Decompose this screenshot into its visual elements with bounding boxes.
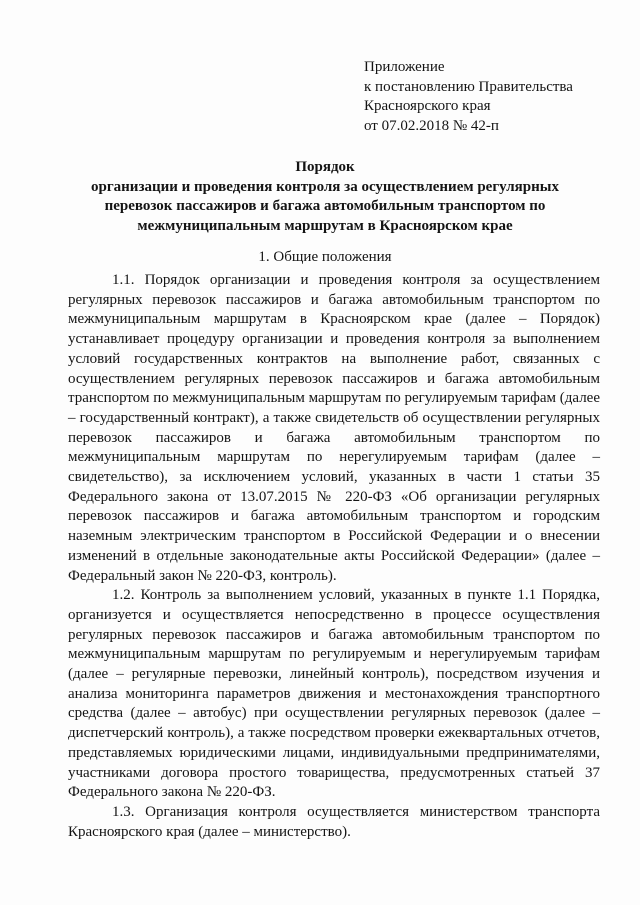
title-line-3: перевозок пассажиров и багажа автомобильным транспортом по [104,198,546,214]
paragraph-1-2: 1.2. Контроль за выполнением условий, указанных в пункте 1.1 Порядка, организуется и осуществляется непосредственно в процессе осуществления регулярных перевозок пассажиров и багажа автомобильным транспортом по межмуниципальным маршрутам по регулируемым и нерегулируемым тарифам (далее – регулярные перевозки, линейный контроль), посредством изучения и анализа мониторинга параметров движения и местонахождения транспортного средства (далее – автобус) при осуществлении регулярных перевозок (далее – диспетчерский контроль), а также посредством проверки ежеквартальных отчетов, представляемых юридическими лицами, индивидуальными предпринимателями, участниками договора простого товарищества, предусмотренных статьей 37 Федерального закона № 220-ФЗ. [68,587,600,801]
appendix-block [364,58,614,136]
paragraph-1-1: 1.1. Порядок организации и проведения контроля за осуществлением регулярных перевозок пассажиров и багажа автомобильным транспортом по межмуниципальным маршрутам в Красноярском крае (далее – Порядок) устанавливает процедуру организации и проведения контроля за выполнением условий государственных контрактов на выполнение работ, связанных с осуществлением регулярных перевозок пассажиров и багажа автомобильным транспортом по межмуниципальным маршрутам по регулируемым тарифам (далее – государственный контракт), а также свидетельств об осуществлении регулярных перевозок пассажиров и багажа автомобильным транспортом по межмуниципальным маршрутам по нерегулируемым тарифам (далее – свидетельство), за исключением условий, указанных в части 1 статьи 35 Федерального закона от 13.07.2015 № 220-ФЗ «Об организации регулярных перевозок пассажиров и багажа автомобильным транспортом и городским наземным электрическим транспортом в Российской Федерации и о внесении изменений в отдельные законодательные акты Российской Федерации» (далее – Федеральный закон № 220-ФЗ, контроль). [68,272,600,584]
document-title [60,158,590,236]
body-text [68,271,600,842]
title-line-1: Порядок [295,159,355,175]
title-line-2: организации и проведения контроля за осуществлением регулярных [91,178,559,195]
appendix-date-number: от 07.02.2018 № 42-п [364,117,499,134]
appendix-region: Красноярского края [364,98,491,114]
title-line-4: межмуниципальным маршрутам в Красноярском крае [137,217,513,234]
section-heading: 1. Общие положения [258,249,392,265]
appendix-label: Приложение [364,59,445,75]
appendix-resolution-ref: к постановлению Правительства [364,78,573,95]
paragraph-1-3: 1.3. Организация контроля осуществляется министерством транспорта Красноярского края (далее – министерство). [68,803,600,840]
